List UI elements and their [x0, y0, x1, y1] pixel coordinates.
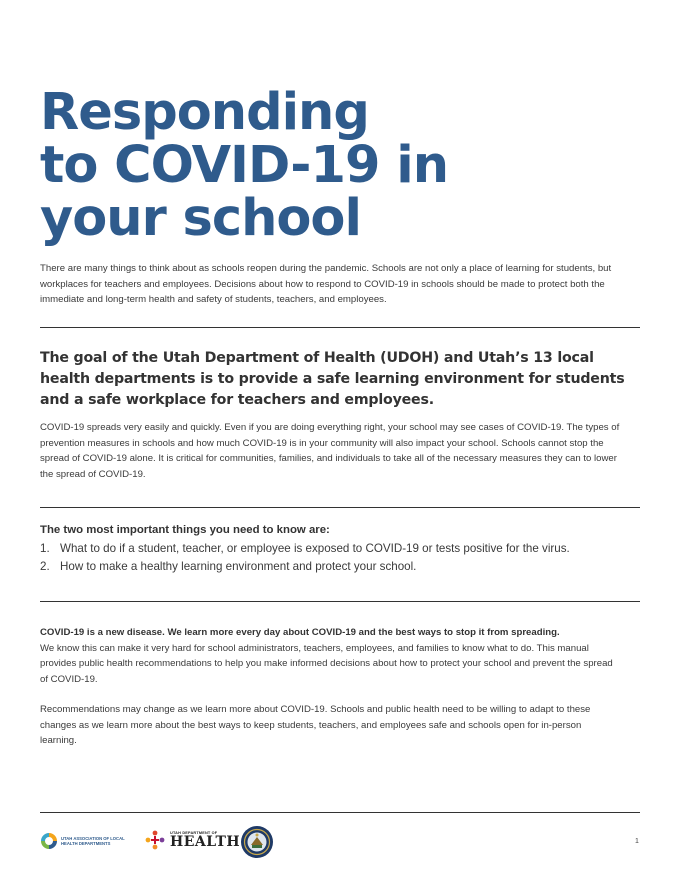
uald-logo: [40, 832, 131, 850]
list-number: 1.: [40, 542, 50, 555]
know-list: [40, 540, 570, 576]
list-text: How to make a healthy learning environment and protect your school.: [60, 560, 417, 573]
divider-3: [40, 601, 640, 602]
document-page: [40, 0, 640, 880]
title-line-2: to COVID-19 in: [40, 136, 448, 195]
changes-paragraph: Recommendations may change as we learn more about COVID-19. Schools and public health need to be willing to adapt to these changes as we learn more about the best ways to keep students, teachers, and employees safe and schools open for in-person learning.: [40, 704, 591, 746]
title-line-1: Responding: [40, 83, 369, 142]
page-title: [40, 83, 640, 248]
disease-paragraph: [40, 625, 620, 687]
divider-2: [40, 507, 640, 508]
footer-divider: [40, 812, 640, 813]
disease-text: We know this can make it very hard for school administrators, teachers, employees, and families to know what to do. This manual provides public health recommendations to help you make informed decisions about how to protect your school and prevent the spread of COVID-19.: [40, 642, 613, 685]
list-item: [40, 540, 570, 558]
list-text: What to do if a student, teacher, or employee is exposed to COVID-19 or tests positive for the virus.: [60, 542, 570, 555]
udoh-small-text: UTAH DEPARTMENT OF: [170, 831, 218, 835]
udoh-people-icon: [144, 829, 166, 851]
uald-name: UTAH ASSOCIATION OF LOCAL HEALTH DEPARTMENTS: [61, 835, 125, 846]
state-seal-icon: [240, 825, 274, 859]
title-line-3: your school: [40, 189, 361, 248]
uald-ring-icon: [40, 832, 58, 850]
footer-logos: [40, 825, 340, 861]
know-heading: The two most important things you need to know are:: [40, 524, 330, 536]
intro-paragraph: There are many things to think about as schools reopen during the pandemic. Schools are not only a place of learning for students, but workplaces for teachers and employees. Decisions about how to respond to COVID-19 in schools should be made to protect both the immediate and long-term health and safety of students, teachers, and employees.: [40, 263, 612, 305]
udoh-logo: [144, 829, 240, 851]
disease-bold-lead: COVID-19 is a new disease. We learn more every day about COVID-19 and the best ways to stop it from spreading.: [40, 627, 560, 638]
list-number: 2.: [40, 560, 50, 573]
spread-paragraph: COVID-19 spreads very easily and quickly. Even if you are doing everything right, your school may see cases of COVID-19. The types of prevention measures in schools and how much COVID-19 is in your community will also impact your school. Schools cannot stop the spread of COVID-19 alone. It is critical for communities, families, and individuals to take all of the necessary measures they can to lower the spread of COVID-19.: [40, 422, 620, 480]
goal-heading: The goal of the Utah Department of Health (UDOH) and Utah’s 13 local health departments is to provide a safe learning environment for students and a safe workplace for teachers and employees.: [40, 350, 625, 408]
list-item: [40, 558, 570, 576]
divider-1: [40, 327, 640, 328]
page-number: 1: [635, 838, 639, 845]
udoh-big-text: HEALTH: [170, 834, 241, 850]
